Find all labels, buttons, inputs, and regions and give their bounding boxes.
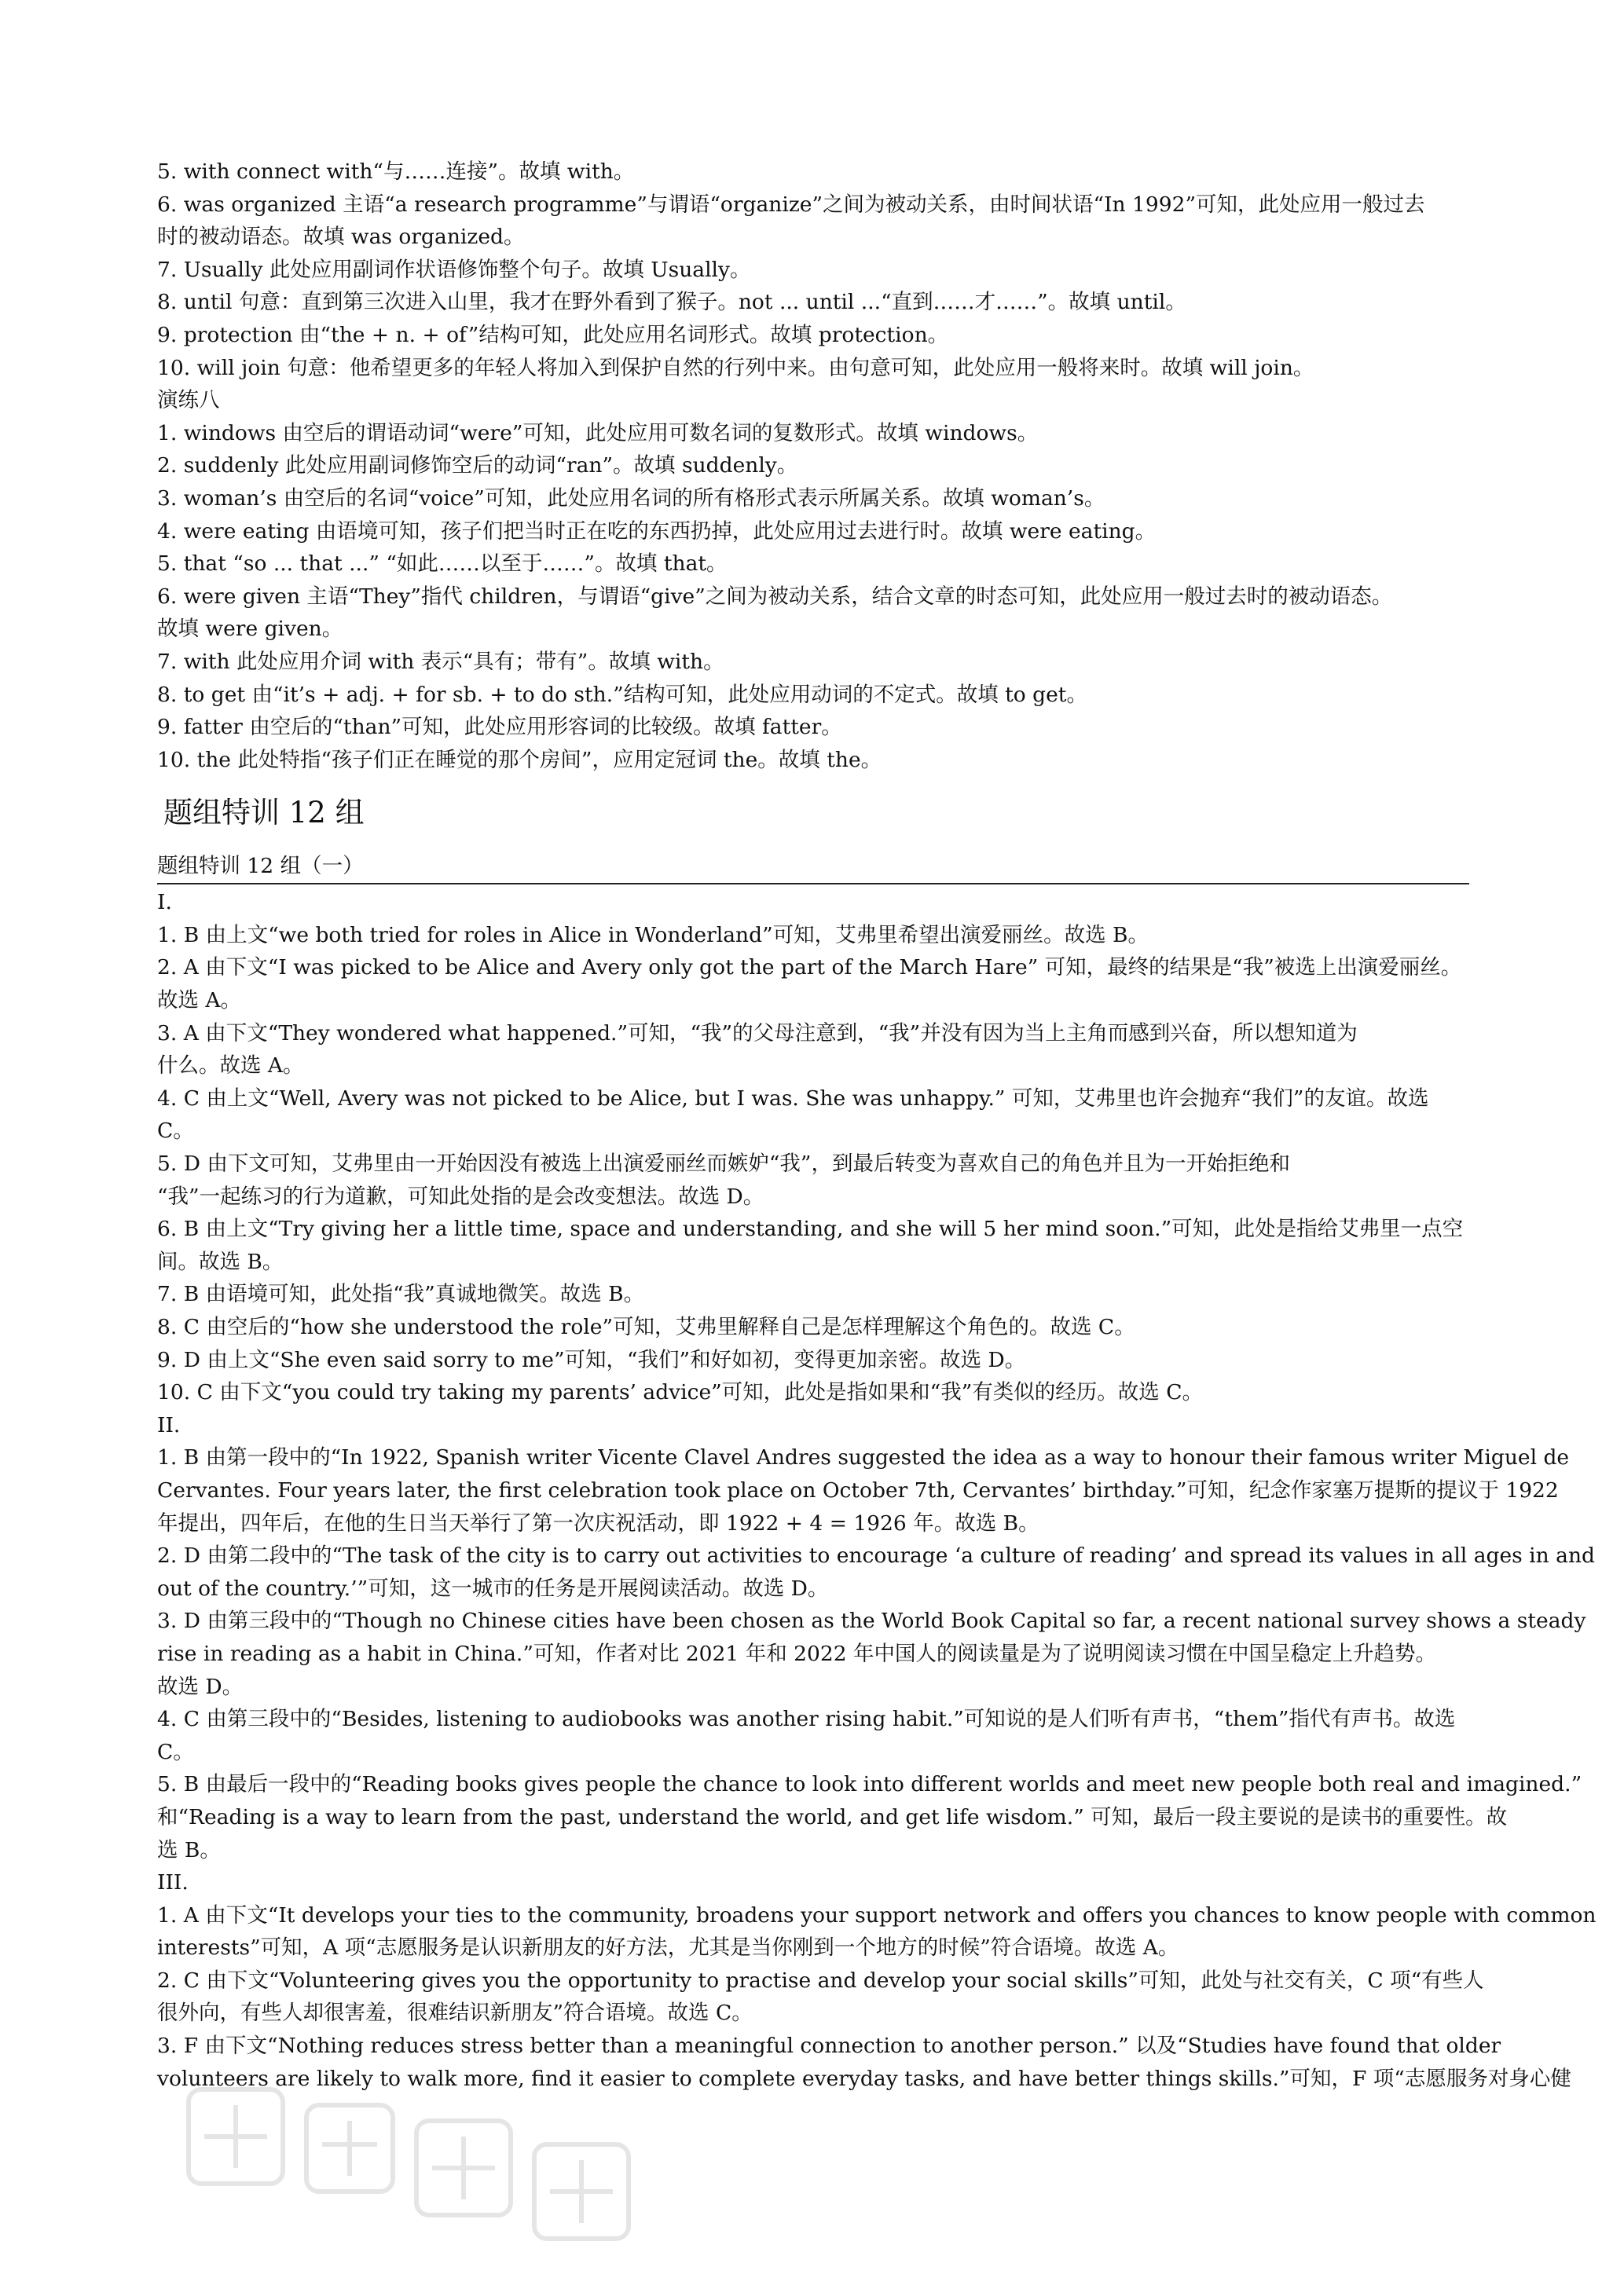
answer-line: 间。故选 B。 [157, 1249, 284, 1274]
answer-line: 7. B 由语境可知，此处指“我”真诚地微笑。故选 B。 [157, 1282, 645, 1307]
answer-page [157, 156, 1597, 2095]
answer-line: 4. C 由第三段中的“Besides, listening to audiobooks was another rising habit.”可知说的是人们听有声书，“them”指代有声书。故选 [157, 1707, 1456, 1732]
answer-line: 8. until 句意：直到第三次进入山里，我才在野外看到了猴子。not ... until ...“直到……才……”。故填 until。 [157, 290, 1186, 315]
answer-line: C。 [157, 1119, 194, 1144]
answer-line: 6. B 由上文“Try giving her a little time, space and understanding, and she will 5 her mind soon.”可知，此处是指给艾弗里一点空 [157, 1217, 1464, 1242]
answer-line: 故选 D。 [157, 1674, 244, 1699]
answer-line: interests”可知，A 项“志愿服务是认识新朋友的好方法，尤其是当你刚到一个地方的时候”符合语境。故选 A。 [157, 1935, 1179, 1961]
answer-line: 5. D 由下文可知，艾弗里由一开始因没有被选上出演爱丽丝而嫉妒“我”，到最后转变为喜欢自己的角色并且为一开始拒绝和 [157, 1152, 1290, 1177]
answer-line: 很外向，有些人却很害羞，很难结识新朋友”符合语境。故选 C。 [157, 2001, 753, 2026]
answer-line: 选 B。 [157, 1837, 221, 1862]
answer-line: 和“Reading is a way to learn from the past, understand the world, and get life wisdom.” 可知，最后一段主要说的是读书的重要性。故 [157, 1804, 1508, 1829]
answer-line: 故填 were given。 [157, 617, 343, 642]
answer-line: 1. windows 由空后的谓语动词“were”可知，此处应用可数名词的复数形式。故填 windows。 [157, 420, 1039, 445]
answer-line: II. [157, 1412, 181, 1437]
answer-line: 7. with 此处应用介词 with 表示“具有；带有”。故填 with。 [157, 649, 724, 674]
answer-line: 3. D 由第三段中的“Though no Chinese cities have been chosen as the World Book Capital so far, a recent national survey shows a steady [157, 1609, 1586, 1634]
answer-line: 8. to get 由“it’s + adj. + for sb. + to do sth.”结构可知，此处应用动词的不定式。故填 to get。 [157, 682, 1087, 707]
answer-line: 3. A 由下文“They wondered what happened.”可知，“我”的父母注意到，“我”并没有因为当上主角而感到兴奋，所以想知道为 [157, 1020, 1358, 1045]
answer-line: 8. C 由空后的“how she understood the role”可知，艾弗里解释自己是怎样理解这个角色的。故选 C。 [157, 1315, 1135, 1339]
answer-line: 1. B 由上文“we both tried for roles in Alice in Wonderland”可知，艾弗里希望出演爱丽丝。故选 B。 [157, 922, 1149, 947]
answer-line: I. [157, 890, 172, 915]
answer-line: 2. A 由下文“I was picked to be Alice and Avery only got the part of the March Hare” 可知，最终的结果是“我”被选上出演爱丽丝。 [157, 955, 1462, 980]
answer-line: 10. the 此处特指“孩子们正在睡觉的那个房间”，应用定冠词 the。故填 the。 [157, 747, 882, 772]
watermark-icon [173, 2058, 707, 2294]
answer-line: 6. was organized 主语“a research programme”与谓语“organize”之间为被动关系，由时间状语“In 1992”可知，此处应用一般过去 [157, 192, 1425, 217]
answer-line: 1. B 由第一段中的“In 1922, Spanish writer Vicente Clavel Andres suggested the idea as a way to honour their famous writer Miguel de [157, 1445, 1570, 1470]
answer-line: 4. were eating 由语境可知，孩子们把当时正在吃的东西扔掉，此处应用过去进行时。故填 were eating。 [157, 518, 1157, 544]
answer-line: 7. Usually 此处应用副词作状语修饰整个句子。故填 Usually。 [157, 257, 751, 282]
answer-line: 9. protection 由“the + n. + of”结构可知，此处应用名词形式。故填 protection。 [157, 322, 949, 347]
section-title: 题组特训 12 组 [163, 796, 365, 830]
answer-line: 年提出，四年后，在他的生日当天举行了第一次庆祝活动，即 1922 + 4 = 1926 年。故选 B。 [157, 1511, 1039, 1536]
answer-block-1 [157, 156, 1469, 776]
answer-block-2 [157, 886, 1597, 2095]
answer-line: 什么。故选 A。 [157, 1053, 304, 1078]
answer-line: 3. woman’s 由空后的名词“voice”可知，此处应用名词的所有格形式表示所属关系。故填 woman’s。 [157, 485, 1105, 511]
answer-line: volunteers are likely to walk more, find it easier to complete everyday tasks, and have better things skills.”可知，F 项“志愿服务对身心健 [157, 2066, 1571, 2091]
answer-line: 10. will join 句意：他希望更多的年轻人将加入到保护自然的行列中来。由句意可知，此处应用一般将来时。故填 will join。 [157, 355, 1314, 380]
answer-line: III. [157, 1870, 189, 1895]
answer-line: out of the country.’”可知，这一城市的任务是开展阅读活动。故选 D。 [157, 1576, 829, 1601]
answer-line: 6. were given 主语“They”指代 children，与谓语“give”之间为被动关系，结合文章的时态可知，此处应用一般过去时的被动语态。 [157, 584, 1393, 609]
answer-line: 4. C 由上文“Well, Avery was not picked to be Alice, but I was. She was unhappy.” 可知，艾弗里也许会抛弃“我们”的友谊。故选 [157, 1086, 1429, 1111]
answer-line: 9. D 由上文“She even said sorry to me”可知，“我们”和好如初，变得更加亲密。故选 D。 [157, 1347, 1026, 1372]
answer-line: rise in reading as a habit in China.”可知，作者对比 2021 年和 2022 年中国人的阅读量是为了说明阅读习惯在中国呈稳定上升趋势。 [157, 1641, 1436, 1666]
subheading: 题组特训 12 组（一） [157, 854, 364, 879]
answer-line: “我”一起练习的行为道歉，可知此处指的是会改变想法。故选 D。 [157, 1184, 764, 1209]
answer-line: 3. F 由下文“Nothing reduces stress better than a meaningful connection to another person.” 以及“Studies have found that older [157, 2034, 1501, 2059]
answer-line: 5. with connect with“与……连接”。故填 with。 [157, 159, 635, 184]
answer-line: 2. C 由下文“Volunteering gives you the opportunity to practise and develop your social skills”可知，此处与社交有关，C 项“有些人 [157, 1968, 1484, 1993]
answer-line: 时的被动语态。故填 was organized。 [157, 225, 525, 250]
answer-line: C。 [157, 1739, 194, 1764]
answer-line: 2. suddenly 此处应用副词修饰空后的动词“ran”。故填 suddenly。 [157, 453, 798, 478]
answer-line: Cervantes. Four years later, the first celebration took place on October 7th, Cervantes’ birthday.”可知，纪念作家塞万提斯的提议于 1922 [157, 1478, 1559, 1503]
answer-line: 演练八 [157, 388, 220, 413]
horizontal-rule [157, 883, 1469, 884]
answer-line: 5. that “so ... that ...” “如此……以至于……”。故填 that。 [157, 551, 728, 577]
answer-line: 2. D 由第二段中的“The task of the city is to carry out activities to encourage ‘a culture of reading’ and spread its values in all ages in and [157, 1543, 1595, 1569]
answer-line: 9. fatter 由空后的“than”可知，此处应用形容词的比较级。故填 fatter。 [157, 715, 842, 740]
answer-line: 10. C 由下文“you could try taking my parents’ advice”可知，此处是指如果和“我”有类似的经历。故选 C。 [157, 1380, 1203, 1405]
answer-line: 1. A 由下文“It develops your ties to the community, broadens your support network and offers you chances to know people with common [157, 1902, 1597, 1928]
answer-line: 故选 A。 [157, 988, 242, 1013]
answer-line: 5. B 由最后一段中的“Reading books gives people the chance to look into different worlds and meet new people both real and imagined.” [157, 1772, 1582, 1797]
